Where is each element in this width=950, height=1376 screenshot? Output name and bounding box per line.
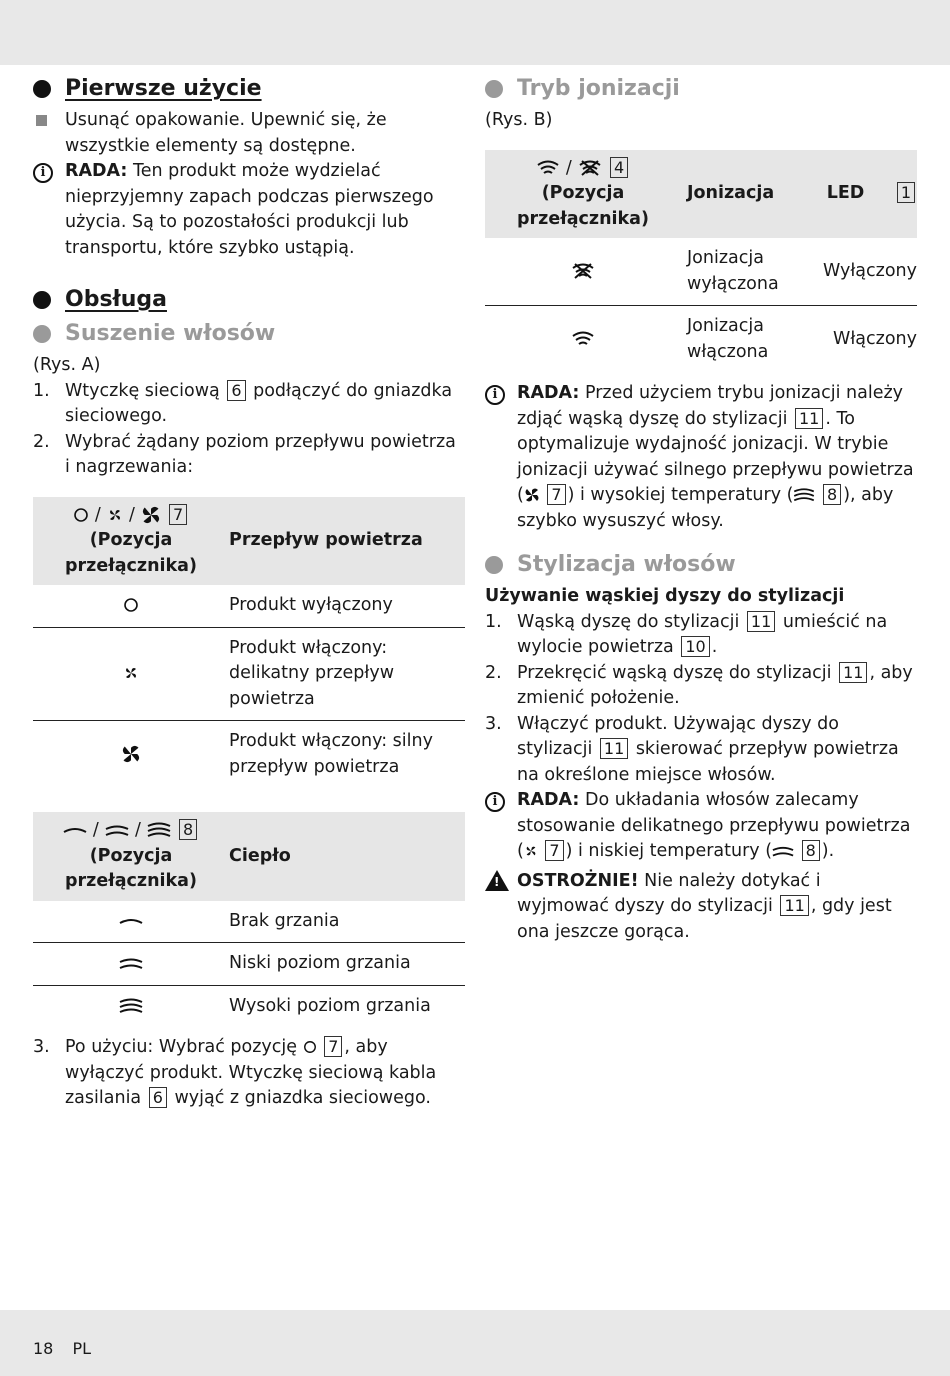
heat-table <box>33 812 465 1027</box>
figure-ref: (Rys. B) <box>485 110 553 130</box>
table-header-heat: Ciepło <box>229 812 465 901</box>
heading-styling: Stylizacja włosów <box>485 550 917 580</box>
ref-box: 11 <box>795 408 823 429</box>
list-item: 1. Wąską dyszę do stylizacji 11 umieścić na wylocie powietrza 10 . <box>485 611 888 657</box>
table-row: Brak grzania <box>33 901 465 943</box>
circle-off-icon <box>303 1040 317 1054</box>
ref-box: 8 <box>179 819 197 840</box>
ref-box: 7 <box>169 504 187 525</box>
circle-off-icon <box>123 597 139 613</box>
list-item <box>33 108 465 159</box>
bullet-dot-icon <box>33 80 51 98</box>
footer <box>33 1336 105 1362</box>
ionization-table <box>485 150 917 374</box>
airflow-table <box>33 497 465 789</box>
footer-band <box>0 1310 950 1376</box>
ref-box: 11 <box>780 895 808 916</box>
tip-first-use <box>33 159 465 261</box>
heading-hair-drying: Suszenie włosów <box>33 319 465 349</box>
ion-off-icon <box>571 262 595 280</box>
fan-small-icon <box>107 507 123 523</box>
heading-first-use: Pierwsze użycie <box>33 74 465 104</box>
square-bullet-icon <box>36 115 47 126</box>
tip-text: Ten produkt może wydzielać nieprzyjemny zapach podczas pierwszego użycia. Są to pozostałości produkcji lub transportu, które szybko ustąpią. <box>65 161 434 258</box>
ref-box: 4 <box>610 157 628 178</box>
heat-1-icon <box>63 823 87 837</box>
table-header-switch: / / 7 (Pozycja przełącznika) <box>33 497 229 586</box>
table-row: Jonizacja wyłączona Wyłączony <box>485 238 917 306</box>
subheading-nozzle: Używanie wąskiej dyszy do stylizacji <box>485 586 845 606</box>
caution-styling: ! OSTROŻNIE! Nie należy dotykać i wyjmować dyszy do stylizacji 11 , gdy jest ona jeszcze gorąca. <box>485 869 917 946</box>
ion-on-icon <box>571 330 595 348</box>
right-column <box>485 74 917 945</box>
heat-2-icon <box>119 956 143 970</box>
ref-box: 10 <box>681 636 709 657</box>
list-item: 1. Wtyczkę sieciową 6 podłączyć do gniazdka sieciowego. <box>33 380 453 426</box>
ion-on-icon <box>536 159 560 177</box>
list-item: 2. Przekręcić wąską dyszę do stylizacji 11 , aby zmienić położenie. <box>485 662 913 708</box>
page-number: 18 <box>33 1339 54 1358</box>
info-icon: i <box>485 792 505 812</box>
heading-operation: Obsługa <box>33 285 465 315</box>
ref-box: 7 <box>545 840 563 861</box>
language-code: PL <box>72 1339 92 1358</box>
tip-ionization: i RADA: Przed użyciem trybu jonizacji należy zdjąć wąską dyszę do stylizacji 11 . To optymalizuje wydajność jonizacji. W trybie jonizacji używać silnego przepływu powietrza ( 7 ) i wysokiej temperatury ( 8 ), aby szybko wysuszyć włosy. <box>485 381 917 534</box>
fan-large-icon <box>141 505 161 525</box>
heat-2-icon <box>105 823 129 837</box>
fan-large-icon <box>524 487 540 503</box>
list-item: 3. Po użyciu: Wybrać pozycję 7 , aby wyłączyć produkt. Wtyczkę sieciową kabla zasilania 6 wyjąć z gniazdka sieciowego. <box>33 1037 437 1108</box>
heat-3-icon <box>147 821 171 839</box>
bullet-dot-icon <box>33 325 51 343</box>
ref-box: 7 <box>324 1036 342 1057</box>
bullet-dot-icon <box>485 80 503 98</box>
circle-off-icon <box>73 507 89 523</box>
ref-box: 11 <box>839 662 867 683</box>
list-item: 3. Włączyć produkt. Używając dyszy do stylizacji 11 skierować przepływ powietrza na określone miejsce włosów. <box>485 713 899 785</box>
table-row: Produkt włączony: silny przepływ powietrza <box>33 721 465 789</box>
ref-box: 6 <box>149 1087 167 1108</box>
table-header-switch: / / 8 (Pozycja przełącznika) <box>33 812 229 901</box>
table-header-ionization: Jonizacja <box>681 150 823 239</box>
bullet-dot-icon <box>485 556 503 574</box>
tip-label: RADA: <box>65 161 128 181</box>
ion-off-icon <box>578 159 602 177</box>
info-icon: i <box>33 163 53 183</box>
bullet-dot-icon <box>33 291 51 309</box>
info-icon: i <box>485 385 505 405</box>
warning-icon <box>485 870 509 891</box>
ref-box: 11 <box>600 738 628 759</box>
ref-box: 1 <box>897 182 915 203</box>
tip-styling: i RADA: Do układania włosów zalecamy stosowanie delikatnego przepływu powietrza ( 7 ) i niskiej temperatury ( 8 ). <box>485 788 917 865</box>
fan-small-icon <box>524 844 538 858</box>
list-item: 2. Wybrać żądany poziom przepływu powietrza i nagrzewania: <box>33 431 456 477</box>
table-row: Niski poziom grzania <box>33 943 465 986</box>
fan-large-icon <box>121 744 141 764</box>
heat-3-icon <box>793 487 815 503</box>
heat-1-icon <box>119 914 143 928</box>
table-header-airflow: Przepływ powietrza <box>229 497 465 586</box>
table-row: Produkt wyłączony <box>33 585 465 627</box>
figure-ref: (Rys. A) <box>33 355 101 375</box>
table-header-switch: / 4 (Pozycja przełącznika) <box>485 150 681 239</box>
table-row: Wysoki poziom grzania <box>33 985 465 1027</box>
ref-box: 8 <box>802 840 820 861</box>
fan-small-icon <box>123 665 139 681</box>
heat-3-icon <box>119 997 143 1015</box>
ref-box: 8 <box>823 484 841 505</box>
unpack-instruction: Usunąć opakowanie. Upewnić się, że wszystkie elementy są dostępne. <box>65 110 387 156</box>
table-row: Produkt włączony: delikatny przepływ powietrza <box>33 627 465 721</box>
ref-box: 11 <box>747 611 775 632</box>
heading-ionization: Tryb jonizacji <box>485 74 917 104</box>
header-band <box>0 0 950 65</box>
table-row: Jonizacja włączona Włączony <box>485 306 917 374</box>
ref-box: 7 <box>547 484 565 505</box>
heat-2-icon <box>772 844 794 858</box>
table-header-led: LED 1 <box>823 150 917 239</box>
ref-box: 6 <box>227 380 245 401</box>
left-column <box>33 74 465 1112</box>
